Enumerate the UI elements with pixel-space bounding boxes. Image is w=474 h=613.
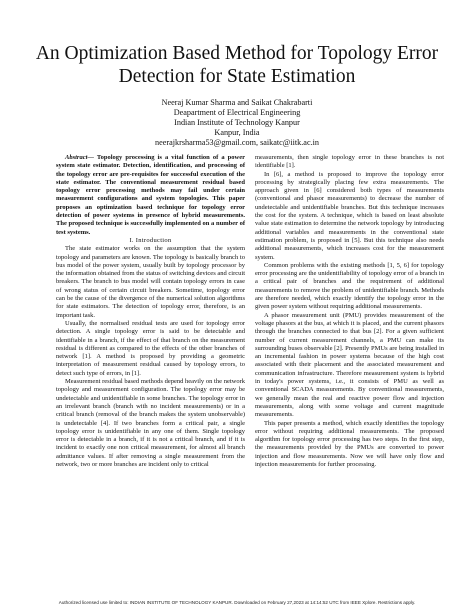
- author-block: [80, 98, 394, 148]
- body-paragraph: Usually, the normalised residual tests are used for topology error detection. A single topology error is said to be detectable and identifiable in a branch, if the effect of that branch on the measurement residual is different as compared to the effects of the other branches of network [1]. A method is proposed by providing a geometric interpretation of measurement residual caused by topology errors, to detect such type of errors, in [1].: [56, 319, 245, 377]
- abstract-label: Abstract: [65, 154, 88, 161]
- paper-title-line-1: An Optimization Based Method for Topology Error: [35, 43, 439, 64]
- section-heading-introduction: I. Introduction: [129, 236, 172, 244]
- body-paragraph: A phasor measurement unit (PMU) provides measurement of the voltage phasors at the bus, at which it is placed, and the current phasors through the branches connected to that bus [2]. For a given sufficient number of current measurement channels, a PMU can make its surrounding buses observable [2]. Presently PMUs are being installed in an incremental fashion in power systems because of the high cost associated with their placement and the associated measurement and communication infrastructure. Therefore measurement system is hybrid in today's power systems, i.e., it consists of PMU as well as conventional SCADA measurements. By conventional measurements, we generally mean the real and reactive power flow and injection measurements, along with some voltage and current magnitude measurements.: [255, 311, 444, 419]
- license-footer: Authorized licensed use limited to: INDIAN INSTITUTE OF TECHNOLOGY KANPUR. Downloaded on February 27,2023 at 14:14:52 UTC from IEEE Xplore. Restrictions apply.: [58, 600, 416, 605]
- paper-title-line-2: Detection for State Estimation: [118, 66, 356, 87]
- abstract-text: — Topology processing is a vital function of a power system state estimator. Detection, identification, and processing of the topology error are pre-requisites for successful execution of the state estimator. The conventional measurement residual based topology error processing methods may fail under certain measurement configurations and system topologies. This paper proposes an optimization based technique for topology error detection of power systems in presence of hybrid measurements. The proposed technique is successfully implemented on a number of test systems.: [56, 154, 245, 236]
- body-paragraph: In [6], a method is proposed to improve the topology error processing by strategically placing few extra measurements. The approach given in [6] considered both types of measurements (conventional and phasor measurements) to decrease the number of undetectable and unidentifiable branches. But this technique increases the cost for the system. A technique, which is based on least absolute value state estimation to determine the network topology by introducing additional variables and measurements in the conventional state estimation problem, is proposed in [5]. But this technique also needs additional measurements, which increases cost for the measurement system.: [255, 170, 444, 261]
- right-column: [255, 154, 444, 469]
- body-paragraph: This paper presents a method, which exactly identifies the topology error without requiring additional measurements. The proposed algorithm for topology error processing has two steps. In the first step, the measurements provided by the PMUs are converted to power injection and flow measurements. Now we will have only flow and injection measurements for further processing.: [255, 419, 444, 468]
- body-paragraph: Common problems with the existing methods [1, 5, 6] for topology error processing are the unidentifiability of topology error of a branch in a critical pair of branches and the requirement of additional measurements to remove the problem of unidentifiable branch. Methods are therefore needed, which exactly identify the topology error in the given power system without requiring additional measurements.: [255, 261, 444, 311]
- department: Deapartment of Electrical Engineering: [173, 108, 301, 117]
- location: Kanpur, India: [214, 128, 260, 137]
- body-paragraph: Measurement residual based methods depend heavily on the network topology and measurement configuration. The topology error may be undetectable and unidentifiable in some branches. The topology error in an irrelevant branch (branch with no incident measurements) or in a critical branch (removal of the branch makes the system unobservable) is undetectable [4]. If two branches form a critical pair, a single topology error is unidentifiable in any one of them. Single topology error is detectable in a branch, if it is not a critical branch, and if it is incident to exactly one non critical measurement, for almost all branch admittance values. If after removing a single measurement from the network, two or more branches are incident only to critical: [56, 378, 245, 468]
- left-column: [56, 154, 245, 469]
- abstract: [56, 154, 245, 237]
- emails: neerajkrsharma53@gmail.com, saikatc@iitk.ac.in: [155, 138, 319, 147]
- institute: Indian Institute of Technology Kanpur: [174, 118, 300, 127]
- body-paragraph: The state estimator works on the assumption that the system topology and parameters are known. The topology is basically branch to bus model of the power system, usually built by topology processor by the information obtained from the status of switching devices and circuit breakers. The branch to bus model will contain topology errors in case of wrong status of certain circuit breakers. Sometime, topology error can be the cause of the divergence of the numerical solution algorithms for state estimators. The detection of topology error, therefore, is an important task.: [56, 245, 245, 319]
- body-paragraph-continued: measurements, then single topology error in these branches is not identifiable [1].: [255, 154, 444, 170]
- authors: Neeraj Kumar Sharma and Saikat Chakrabarti: [161, 98, 313, 107]
